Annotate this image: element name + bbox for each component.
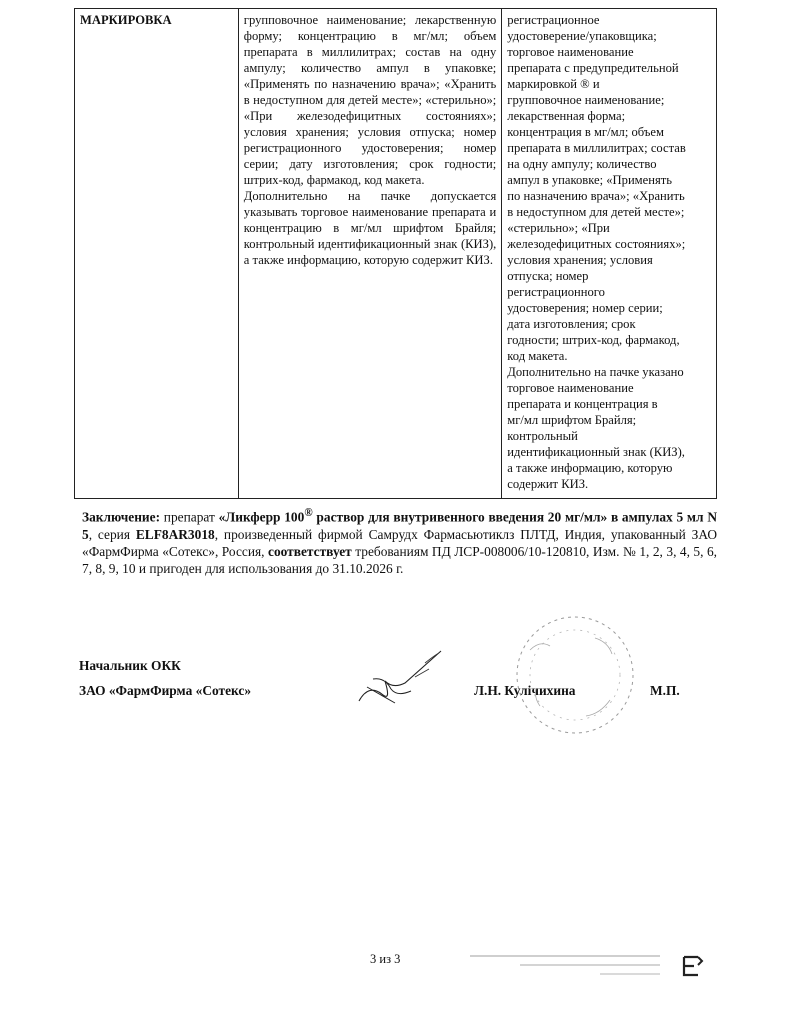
product-description: раствор для внутривенного введения 20 мг/мл» в ампулах 5 мл N 5 (82, 509, 717, 542)
requirement-cell (238, 9, 502, 499)
row-label-cell (75, 9, 239, 499)
conclusion-text: , произведенный фирмой Самрудх Фармасьютиклз ПЛТД, Индия, упакованный ЗАО «ФармФирма «Сотекс», Россия, (82, 526, 717, 560)
page-number: 3 из 3 (370, 952, 401, 966)
requirement-text: групповочное наименование; лекарственную форму; концентрацию в мг/мл; объем препарата в миллилитрах; состав на одну ампулу; количество ампул в упаковке; «Применять по назначению врача»; «Хранить в недоступном для детей месте»; «стерильно»; «При железодефицитных состояниях»; условия хранения; условия отпуска; номер регистрационного удостоверения; номер серии; дату изготовления; срок годности; штрих-код, фармакод, код макета. (243, 13, 497, 187)
document-watermark-icon (470, 951, 670, 981)
conclusion-text: препарат (160, 509, 219, 525)
signer-name: Л.Н. Кулічихина (474, 683, 576, 698)
conclusion-text: требованиям ПД ЛСР-008006/10-120810, Изм. № 1, 2, 3, 4, 5, 6, 7, 8, 9, 10 и пригоден для использования до 31.10.2026 г. (82, 544, 718, 577)
signer-position: Начальник ОКК (79, 658, 181, 673)
result-text: регистрационное удостоверение/упаковщика; торговое наименование препарата с предупредительной маркировкой ® и групповочное наименование; лекарственная форма; концентрация в мг/мл; объем препарата в миллилитрах; состав на одну ампулу; количество ампул в упаковке; «Применять по назначению врача»; «Хранить в недоступном для детей месте»; «стерильно»; «При железодефицитных состояниях»; условия хранения; условия отпуска; номер регистрационного удостоверения; номер серии; дата изготовления; срок годности; штрих-код, фармакод, код макета. (507, 13, 686, 363)
conclusion-verdict: соответствует (268, 544, 352, 560)
result-additional-text: Дополнительно на пачке указано торговое наименование препарата и концентрация в мг/мл шрифтом Брайля; контрольный идентификационный знак (КИЗ), а также информацию, которую содержит КИЗ. (507, 365, 685, 491)
signature-icon (355, 643, 455, 713)
table-row (75, 9, 717, 499)
row-label: МАРКИРОВКА (80, 13, 172, 27)
series-number: ELF8AR3018 (135, 526, 215, 542)
conclusion-label: Заключение: (82, 509, 161, 525)
registered-mark: ® (304, 507, 313, 519)
stamp-label: М.П. (650, 683, 680, 698)
signer-company: ЗАО «ФармФирма «Сотекс» (79, 683, 252, 698)
e-document-icon (675, 948, 711, 984)
conclusion-paragraph (82, 505, 717, 578)
conclusion-text: , серия (88, 526, 136, 542)
requirement-additional-text: Дополнительно на пачке допускается указывать торговое наименование препарата и концентрацию в мг/мл шрифтом Брайля; контрольный идентификационный знак (КИЗ), а также информацию, которую содержит КИЗ. (243, 189, 497, 267)
stamp-icon (500, 610, 650, 740)
marking-table (74, 8, 717, 499)
product-name: «Ликферр 100 (218, 509, 305, 525)
result-cell (502, 9, 717, 499)
